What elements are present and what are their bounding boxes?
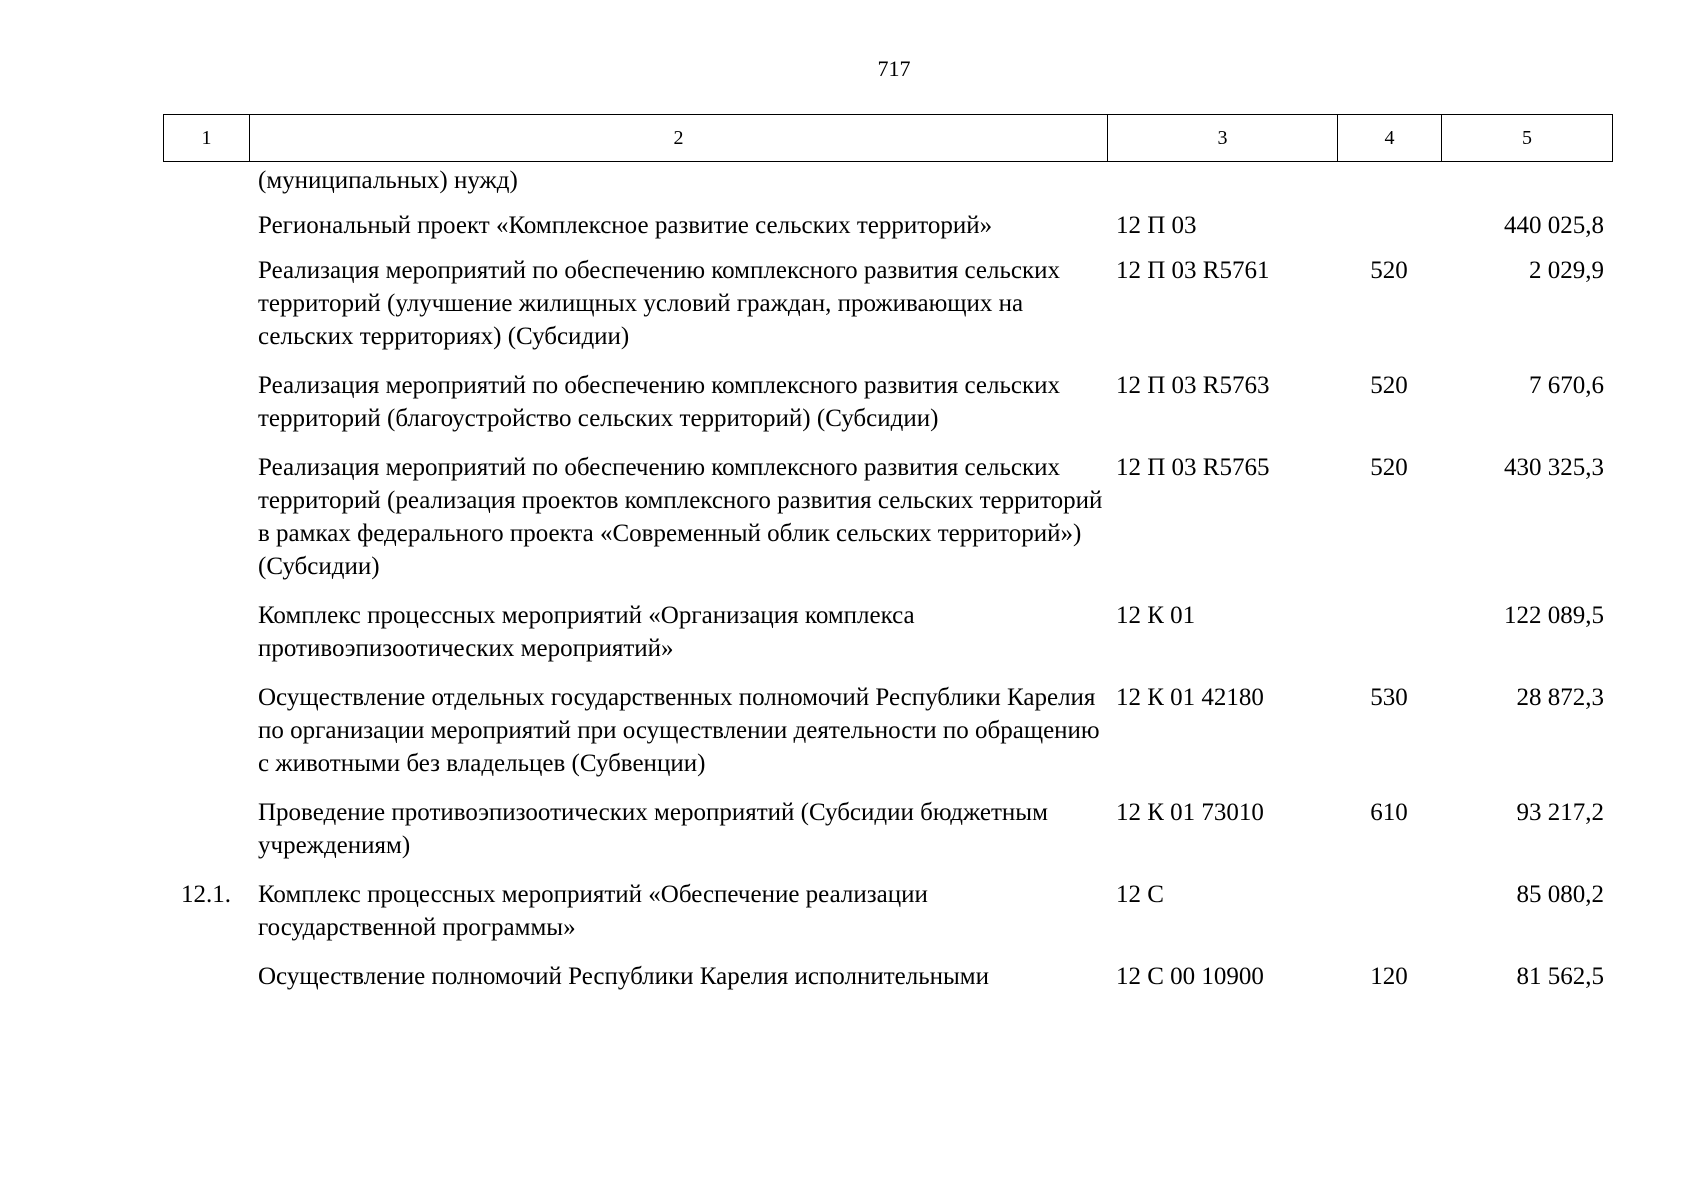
table-row [163, 681, 1612, 780]
table-row [163, 209, 1612, 242]
row-code: 12 С [1116, 881, 1164, 908]
table-row [163, 878, 1612, 944]
row-name: Осуществление полномочий Республики Карелия исполнительными [258, 963, 989, 990]
column-header-2: 2 [250, 115, 1108, 162]
row-code: 12 С 00 10900 [1116, 963, 1264, 990]
row-amount: 28 872,3 [1516, 684, 1604, 711]
row-amount: 7 670,6 [1529, 372, 1604, 399]
row-name: Комплекс процессных мероприятий «Обеспечение реализации государственной программы» [258, 881, 928, 941]
row-code: 12 П 03 R5765 [1116, 454, 1270, 481]
row-amount: 122 089,5 [1504, 602, 1604, 629]
row-amount: 93 217,2 [1516, 799, 1604, 826]
column-header-3: 3 [1108, 115, 1338, 162]
table-row [163, 960, 1612, 993]
row-expense-type: 530 [1370, 684, 1408, 711]
row-name: Реализация мероприятий по обеспечению комплексного развития сельских территорий (улучшение жилищных условий граждан, проживающих на сельских территориях) (Субсидии) [258, 257, 1061, 350]
table-row [163, 369, 1612, 435]
table-row [163, 599, 1612, 665]
row-expense-type: 120 [1370, 963, 1408, 990]
column-header-4: 4 [1338, 115, 1442, 162]
table-row [163, 254, 1612, 353]
row-code: 12 К 01 73010 [1116, 799, 1264, 826]
row-name: Осуществление отдельных государственных полномочий Республики Карелия по организации мероприятий при осуществлении деятельности по обращению с животными без владельцев (Субвенции) [258, 684, 1100, 777]
column-header-row [164, 115, 1613, 162]
table-row [163, 451, 1612, 583]
row-code: 12 К 01 42180 [1116, 684, 1264, 711]
row-name: Проведение противоэпизоотических мероприятий (Субсидии бюджетным учреждениям) [258, 799, 1048, 859]
row-expense-type: 610 [1370, 799, 1408, 826]
row-amount: 85 080,2 [1516, 881, 1604, 908]
row-amount: 440 025,8 [1504, 212, 1604, 239]
column-header-table [163, 114, 1613, 162]
row-code: 12 П 03 [1116, 212, 1197, 239]
page-number: 717 [877, 56, 911, 81]
row-name: Реализация мероприятий по обеспечению комплексного развития сельских территорий (благоустройство сельских территорий) (Субсидии) [258, 372, 1061, 432]
row-amount: 81 562,5 [1516, 963, 1604, 990]
row-name: Реализация мероприятий по обеспечению комплексного развития сельских территорий (реализация проектов комплексного развития сельских территорий в рамках федерального проекта «Современный облик сельских территорий») (Субсидии) [258, 454, 1103, 580]
row-amount: 430 325,3 [1504, 454, 1604, 481]
row-expense-type: 520 [1370, 454, 1408, 481]
row-expense-type: 520 [1370, 372, 1408, 399]
budget-table-body [163, 164, 1612, 993]
table-row [163, 164, 1612, 197]
row-name: Комплекс процессных мероприятий «Организация комплекса противоэпизоотических мероприятий» [258, 602, 915, 662]
row-code: 12 П 03 R5763 [1116, 372, 1270, 399]
row-code: 12 К 01 [1116, 602, 1196, 629]
row-amount: 2 029,9 [1529, 257, 1604, 284]
row-expense-type: 520 [1370, 257, 1408, 284]
row-name: Региональный проект «Комплексное развитие сельских территорий» [258, 212, 993, 239]
row-number: 12.1. [181, 881, 231, 908]
column-header-1: 1 [164, 115, 250, 162]
row-name: (муниципальных) нужд) [258, 167, 518, 194]
column-header-5: 5 [1442, 115, 1613, 162]
row-code: 12 П 03 R5761 [1116, 257, 1270, 284]
table-row [163, 796, 1612, 862]
